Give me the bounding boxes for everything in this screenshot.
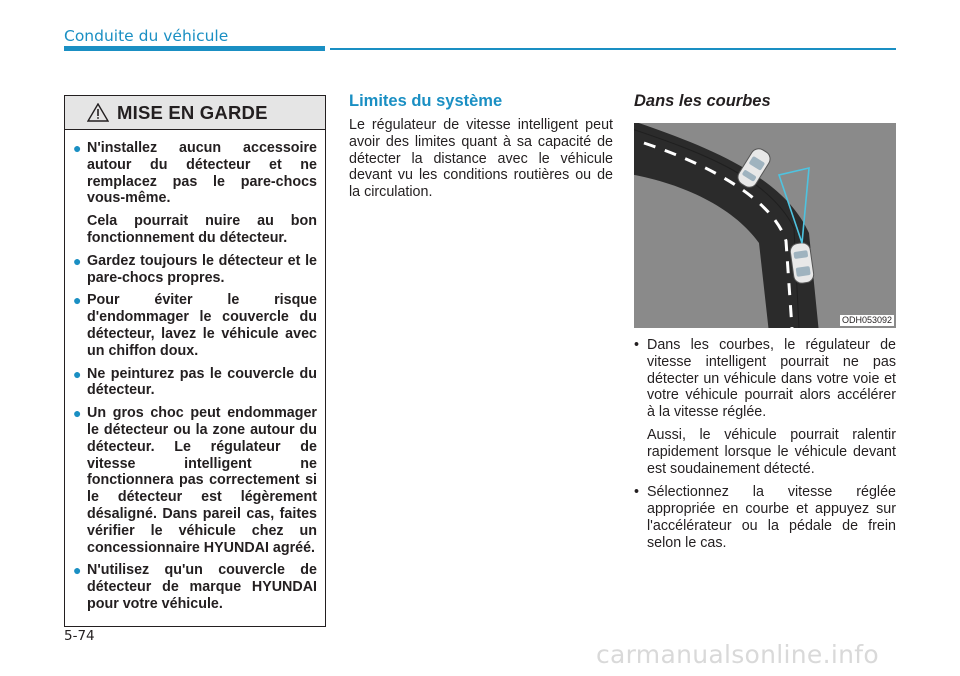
curves-item	[634, 337, 896, 477]
bullet-icon: ●	[73, 252, 82, 269]
header-rule-thick	[64, 46, 325, 51]
bullet-icon: •	[634, 337, 640, 353]
warning-item-text: N'installez aucun accessoire autour du détecteur et ne remplacez pas le pare-chocs vous-même.	[87, 140, 317, 207]
warning-item-text: Gardez toujours le détecteur et le pare-chocs propres.	[87, 252, 317, 286]
warning-box	[64, 95, 326, 627]
warning-header	[65, 96, 325, 130]
curves-heading: Dans les courbes	[634, 92, 771, 110]
warning-item	[73, 405, 317, 556]
curves-item-continuation: Aussi, le véhicule pourrait ralentir rapidement lorsque le véhicule devant est soudainement détecté.	[647, 426, 896, 477]
bullet-icon: ●	[73, 365, 82, 382]
watermark: carmanualsonline.info	[596, 640, 879, 669]
figure-code: ODH053092	[841, 315, 892, 325]
warning-item-text: Pour éviter le risque d'endommager le couvercle du détecteur, lavez le véhicule avec un chiffon doux.	[87, 292, 317, 359]
curve-road-graphic	[634, 123, 896, 328]
warning-item-text: Un gros choc peut endommager le détecteur ou la zone autour du détecteur. Le régulateur de vitesse intelligent ne fonctionnera pas correctement si le détecteur est légèrement désaligné. Dans pareil cas, faites vérifier le véhicule chez un concessionnaire HYUNDAI agréé.	[87, 405, 317, 556]
warning-item-text: N'utilisez qu'un couvercle de détecteur de marque HYUNDAI pour votre véhicule.	[87, 562, 317, 612]
section-title: Conduite du véhicule	[64, 27, 229, 45]
bullet-icon: ●	[73, 562, 82, 579]
curves-item	[634, 484, 896, 551]
limits-body: Le régulateur de vitesse intelligent peut avoir des limites quant à sa capacité de détecter la distance avec le véhicule devant vu les conditions routières ou de la circulation.	[349, 117, 613, 201]
curves-item-text: Dans les courbes, le régulateur de vitesse intelligent pourrait ne pas détecter un véhicule dans votre voie et votre véhicule pourrait alors accélérer à la vitesse réglée.	[647, 337, 896, 421]
page-number: 5-74	[64, 628, 95, 644]
bullet-icon: ●	[73, 405, 82, 422]
warning-item	[73, 562, 317, 612]
limits-heading: Limites du système	[349, 92, 503, 110]
warning-item	[73, 253, 317, 287]
warning-item	[73, 292, 317, 359]
warning-triangle-icon	[87, 103, 109, 122]
header-rule-thin	[330, 48, 896, 50]
curve-illustration	[634, 123, 896, 328]
bullet-icon: •	[634, 484, 640, 501]
curves-list	[634, 337, 896, 559]
curves-item-text: Sélectionnez la vitesse réglée appropriée en courbe et appuyez sur l'accélérateur ou la pédale de frein selon le cas.	[647, 484, 896, 551]
bullet-icon: ●	[73, 292, 82, 309]
warning-title: MISE EN GARDE	[117, 101, 268, 123]
warning-item-text: Ne peinturez pas le couvercle du détecteur.	[87, 365, 317, 399]
bullet-icon: ●	[73, 140, 82, 156]
warning-item	[73, 140, 317, 247]
warning-item	[73, 366, 317, 400]
warning-list	[65, 130, 325, 613]
warning-item-continuation: Cela pourrait nuire au bon fonctionnement du détecteur.	[87, 213, 317, 246]
